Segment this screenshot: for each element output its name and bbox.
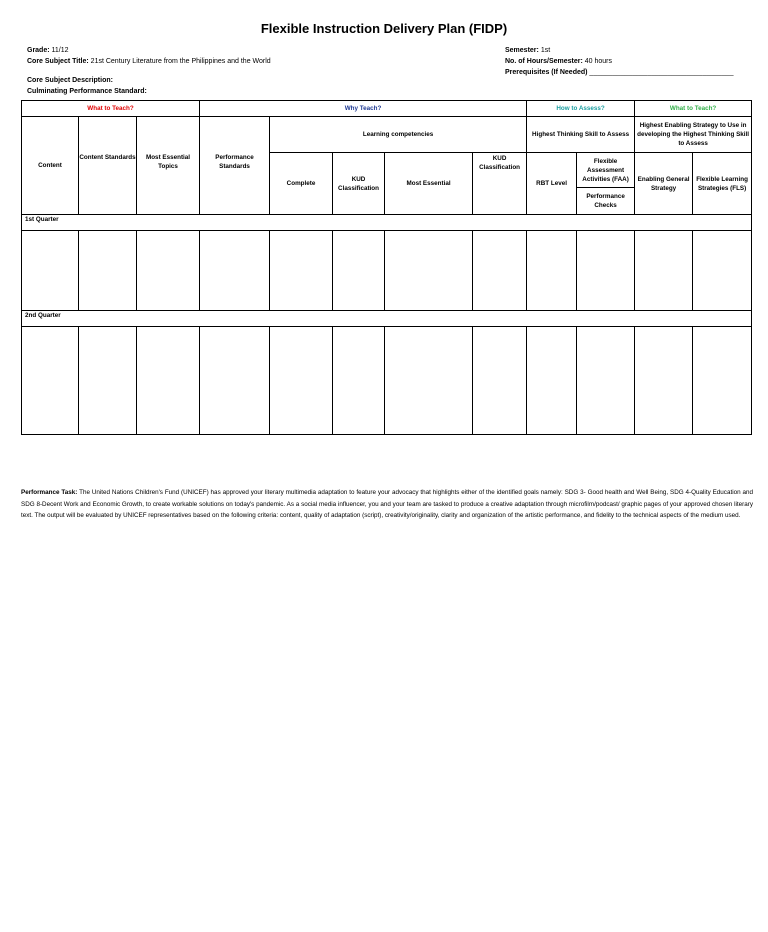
table-cell xyxy=(693,231,752,311)
semester-line xyxy=(505,45,733,56)
header-most-essential-topics: Most Essential Topics xyxy=(137,117,200,215)
hours-line xyxy=(505,56,733,67)
core-subject-title-label: Core Subject Title: xyxy=(27,58,89,65)
table-cell xyxy=(635,327,693,435)
header-enabling-general-strategy: Enabling General Strategy xyxy=(635,153,693,215)
header-kud-classification-2: KUD Classification xyxy=(473,153,527,215)
table-cell xyxy=(693,327,752,435)
quarter2-label: 2nd Quarter xyxy=(22,311,752,327)
grade-value: 11/12 xyxy=(51,47,69,54)
hours-label: No. of Hours/Semester: xyxy=(505,58,583,65)
header-content: Content xyxy=(22,117,79,215)
culminating-standard-line xyxy=(27,86,271,97)
header-rbt-level: RBT Level xyxy=(527,153,577,215)
table-cell xyxy=(527,327,577,435)
meta-left xyxy=(27,45,271,97)
quarter1-body-row xyxy=(22,231,752,311)
table-cell xyxy=(473,327,527,435)
header-row-1 xyxy=(22,117,752,153)
table-cell xyxy=(137,231,200,311)
table-cell xyxy=(270,231,333,311)
prerequisites-label: Prerequisites (If Needed) xyxy=(505,69,588,76)
table-cell xyxy=(527,231,577,311)
table-cell xyxy=(473,231,527,311)
quarter1-label: 1st Quarter xyxy=(22,215,752,231)
prerequisites-value: _____________________________________ xyxy=(589,69,734,76)
quarter2-body-row xyxy=(22,327,752,435)
performance-task xyxy=(21,487,753,522)
table-cell xyxy=(385,231,473,311)
table-cell xyxy=(577,327,635,435)
table-cell xyxy=(333,327,385,435)
core-subject-title-value: 21st Century Literature from the Philippines and the World xyxy=(90,58,271,65)
table-cell xyxy=(137,327,200,435)
header-performance-standards: Performance Standards xyxy=(200,117,270,215)
table-cell xyxy=(22,231,79,311)
grade-line xyxy=(27,45,271,56)
header-performance-checks: Performance Checks xyxy=(577,188,635,215)
grade-label: Grade: xyxy=(27,47,50,54)
document-title: Flexible Instruction Delivery Plan (FIDP) xyxy=(260,21,508,36)
band-what-to-teach-2: What to Teach? xyxy=(635,101,752,117)
semester-label: Semester: xyxy=(505,47,539,54)
header-faa: Flexible Assessment Activities (FAA) xyxy=(577,153,635,188)
header-highest-thinking-skill: Highest Thinking Skill to Assess xyxy=(527,117,635,153)
performance-task-text: The United Nations Children's Fund (UNICEF) has approved your literary multimedia adaptation to feature your advocacy that highlights either of the identified goals namely: SDG 3- Good health and Well Being, SDG 4-Quality Education and SDG 8-Decent Work and Economic Growth, to create workable solutions on today's pandemic. As a social media influencer, you and your team are tasked to produce a creative adaptation through microfilm/podcast/ graphic pages of your approved chosen literary text. The output will be evaluated by UNICEF representatives based on the following criteria: content, quality of adaptation (script), creativity/originality, clarity and organization of the artistic performance, and fidelity to the technical aspects of the medium used. xyxy=(21,489,753,519)
table-cell xyxy=(22,327,79,435)
table-cell xyxy=(333,231,385,311)
table-cell xyxy=(79,231,137,311)
culminating-standard-label: Culminating Performance Standard: xyxy=(27,88,147,95)
table-cell xyxy=(385,327,473,435)
table-cell xyxy=(200,327,270,435)
table-cell xyxy=(577,231,635,311)
table-cell xyxy=(200,231,270,311)
table-cell xyxy=(270,327,333,435)
prerequisites-line xyxy=(505,67,733,78)
header-fls: Flexible Learning Strategies (FLS) xyxy=(693,153,752,215)
header-highest-enabling-strategy: Highest Enabling Strategy to Use in developing the Highest Thinking Skill to Assess xyxy=(635,117,752,153)
header-learning-competencies: Learning competencies xyxy=(270,117,527,153)
band-what-to-teach: What to Teach? xyxy=(22,101,200,117)
fidp-table xyxy=(21,100,752,435)
band-how-to-assess: How to Assess? xyxy=(527,101,635,117)
semester-value: 1st xyxy=(540,47,551,54)
header-most-essential: Most Essential xyxy=(385,153,473,215)
header-kud-classification: KUD Classification xyxy=(333,153,385,215)
meta-right xyxy=(505,45,733,78)
header-content-standards: Content Standards xyxy=(79,117,137,215)
table-cell xyxy=(635,231,693,311)
table-cell xyxy=(79,327,137,435)
header-complete: Complete xyxy=(270,153,333,215)
core-subject-description-line xyxy=(27,75,271,86)
quarter2-row xyxy=(22,311,752,327)
core-subject-title-line xyxy=(27,56,271,67)
band-why-teach: Why Teach? xyxy=(200,101,527,117)
quarter1-row xyxy=(22,215,752,231)
hours-value: 40 hours xyxy=(584,58,612,65)
performance-task-label: Performance Task: xyxy=(21,489,78,496)
core-subject-description-label: Core Subject Description: xyxy=(27,77,113,84)
band-row xyxy=(22,101,752,117)
